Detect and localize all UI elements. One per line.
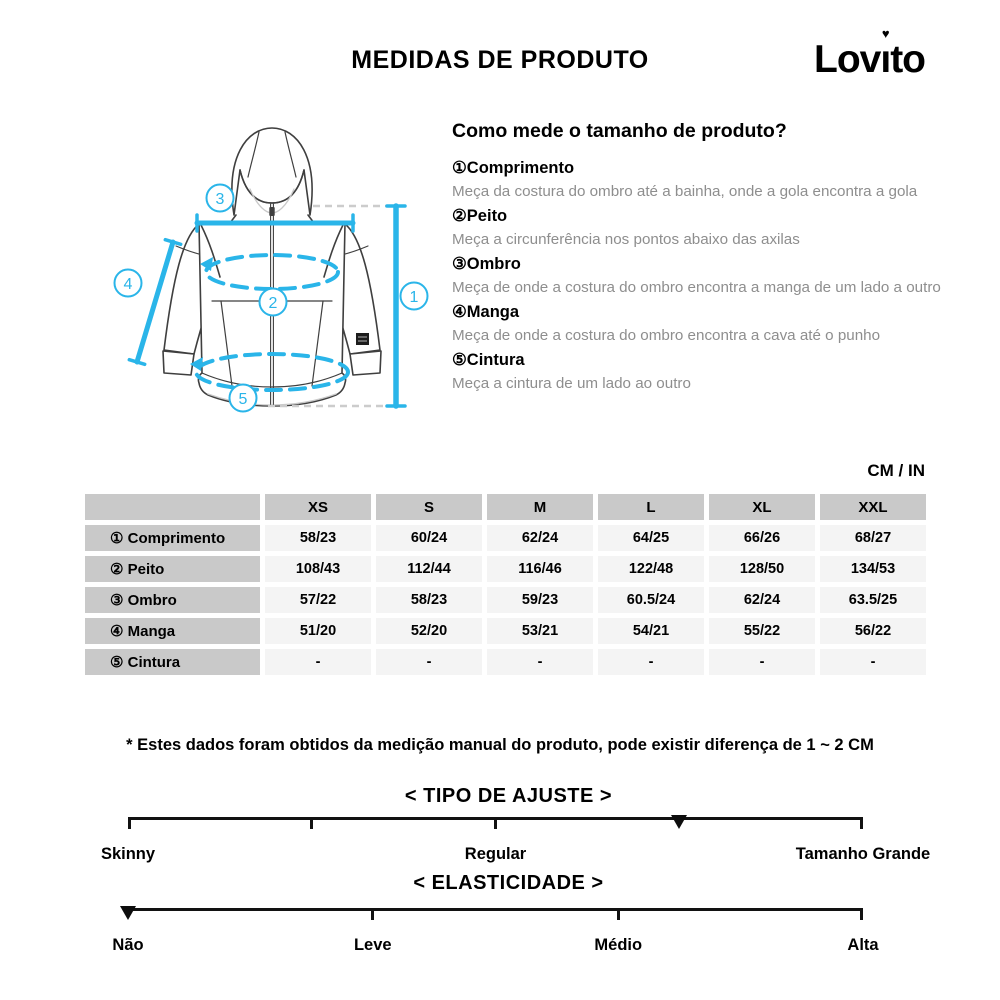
table-corner-cell xyxy=(85,494,260,520)
brand-text-post: to xyxy=(890,38,925,81)
guide-term-label: Peito xyxy=(466,207,508,225)
table-cell: 60/24 xyxy=(376,525,482,551)
guide-desc-cintura: Meça a cintura de um lado ao outro xyxy=(452,375,691,392)
col-header-xxl: XXL xyxy=(820,494,926,520)
table-cell: 54/21 xyxy=(598,618,704,644)
left-cuff xyxy=(163,351,194,375)
table-cell: 60.5/24 xyxy=(598,587,704,613)
table-cell: - xyxy=(265,649,371,675)
table-cell: 53/21 xyxy=(487,618,593,644)
table-cell: 108/43 xyxy=(265,556,371,582)
table-cell: 55/22 xyxy=(709,618,815,644)
jacket-measurement-diagram xyxy=(100,115,440,445)
guide-num: ④ xyxy=(452,303,467,321)
table-cell: 58/23 xyxy=(265,525,371,551)
row-label-manga: ④ Manga xyxy=(85,618,260,644)
marker-number-2: 2 xyxy=(268,295,278,312)
guide-desc-peito: Meça a circunferência nos pontos abaixo das axilas xyxy=(452,231,800,248)
guide-desc-comprimento: Meça da costura do ombro até a bainha, onde a gola encontra a gola xyxy=(452,183,918,200)
col-header-xl: XL xyxy=(709,494,815,520)
row-label-ombro: ③ Ombro xyxy=(85,587,260,613)
sleeve-measure-cap-bottom xyxy=(129,360,144,365)
heart-icon: ♥ xyxy=(881,26,889,41)
table-cell: - xyxy=(709,649,815,675)
table-cell: 62/24 xyxy=(709,587,815,613)
fit-label-regular: Regular xyxy=(464,845,527,863)
marker-number-3: 3 xyxy=(215,191,225,208)
elasticity-tick-100 xyxy=(860,908,863,920)
elasticity-label-alta: Alta xyxy=(847,936,879,954)
zipper-pull xyxy=(269,207,274,216)
right-cuff xyxy=(350,351,381,375)
table-cell: - xyxy=(598,649,704,675)
brand-text-pre: Lov xyxy=(814,38,881,81)
table-cell: - xyxy=(487,649,593,675)
fit-marker-triangle-icon xyxy=(671,815,687,829)
table-cell: 59/23 xyxy=(487,587,593,613)
guide-num: ① xyxy=(452,159,467,177)
guide-term-label: Comprimento xyxy=(466,159,575,177)
jacket-drawing xyxy=(100,115,440,445)
col-header-l: L xyxy=(598,494,704,520)
guide-term-peito xyxy=(452,204,964,228)
guide-term-label: Cintura xyxy=(466,351,525,369)
fit-type-scale xyxy=(100,785,931,869)
table-cell: 52/20 xyxy=(376,618,482,644)
row-label-comprimento: ① Comprimento xyxy=(85,525,260,551)
elasticity-line xyxy=(128,908,863,911)
fit-label-skinny: Skinny xyxy=(100,845,156,863)
guide-num: ② xyxy=(452,207,467,225)
table-cell: 56/22 xyxy=(820,618,926,644)
table-cell: 112/44 xyxy=(376,556,482,582)
elasticity-track xyxy=(100,908,917,930)
elasticity-labels xyxy=(100,936,917,960)
table-cell: 116/46 xyxy=(487,556,593,582)
col-header-xs: XS xyxy=(265,494,371,520)
measure-guide xyxy=(452,120,964,396)
elasticity-label-nao: Não xyxy=(112,936,144,954)
table-cell: 122/48 xyxy=(598,556,704,582)
marker-number-1: 1 xyxy=(409,289,419,306)
table-cell: 51/20 xyxy=(265,618,371,644)
table-cell: 57/22 xyxy=(265,587,371,613)
marker-number-5: 5 xyxy=(238,391,248,408)
fit-tick-50 xyxy=(494,817,497,829)
guide-num: ⑤ xyxy=(452,351,467,369)
row-label-peito: ② Peito xyxy=(85,556,260,582)
table-cell: 58/23 xyxy=(376,587,482,613)
table-cell: - xyxy=(376,649,482,675)
guide-term-label: Manga xyxy=(466,303,520,321)
size-table xyxy=(85,494,926,675)
elasticity-tick-67 xyxy=(617,908,620,920)
fit-tick-25 xyxy=(310,817,313,829)
fit-type-track xyxy=(100,817,917,839)
guide-term-manga xyxy=(452,300,964,324)
table-cell: 63.5/25 xyxy=(820,587,926,613)
units-label: CM / IN xyxy=(867,461,925,480)
brand-logo xyxy=(814,26,925,82)
elasticity-label-leve: Leve xyxy=(353,936,392,954)
elasticity-heading: < ELASTICIDADE > xyxy=(413,872,604,894)
fit-type-labels xyxy=(100,845,931,869)
fit-tick-100 xyxy=(860,817,863,829)
sleeve-measure-cap-top xyxy=(165,240,180,245)
row-label-cintura: ⑤ Cintura xyxy=(85,649,260,675)
elasticity-tick-33 xyxy=(371,908,374,920)
sleeve-tag xyxy=(356,333,369,345)
elasticity-label-medio: Médio xyxy=(594,936,643,954)
measurement-disclaimer: * Estes dados foram obtidos da medição manual do produto, pode existir diferença de 1 ~ 2 CM xyxy=(126,736,874,754)
fit-label-tamanho-grande: Tamanho Grande xyxy=(795,845,931,863)
elasticity-marker-triangle-icon xyxy=(120,906,136,920)
guide-term-comprimento xyxy=(452,156,964,180)
brand-dotless-i: ı xyxy=(880,38,891,81)
table-cell: 68/27 xyxy=(820,525,926,551)
guide-term-label: Ombro xyxy=(466,255,521,273)
brand-letter-i xyxy=(880,26,891,82)
guide-num: ③ xyxy=(452,255,467,273)
table-cell: 62/24 xyxy=(487,525,593,551)
guide-term-cintura xyxy=(452,348,964,372)
page-title: MEDIDAS DE PRODUTO xyxy=(351,46,649,74)
elasticity-scale xyxy=(100,872,917,960)
table-cell: 128/50 xyxy=(709,556,815,582)
marker-number-4: 4 xyxy=(123,276,133,293)
table-cell: 66/26 xyxy=(709,525,815,551)
col-header-m: M xyxy=(487,494,593,520)
fit-tick-0 xyxy=(128,817,131,829)
guide-heading: Como mede o tamanho de produto? xyxy=(452,120,787,142)
fit-type-heading: < TIPO DE AJUSTE > xyxy=(404,785,613,807)
guide-desc-ombro: Meça de onde a costura do ombro encontra a manga de um lado a outro xyxy=(452,279,941,296)
hood xyxy=(232,128,312,215)
table-cell: 64/25 xyxy=(598,525,704,551)
table-cell: 134/53 xyxy=(820,556,926,582)
table-cell: - xyxy=(820,649,926,675)
guide-term-ombro xyxy=(452,252,964,276)
col-header-s: S xyxy=(376,494,482,520)
guide-desc-manga: Meça de onde a costura do ombro encontra a cava até o punho xyxy=(452,327,881,344)
